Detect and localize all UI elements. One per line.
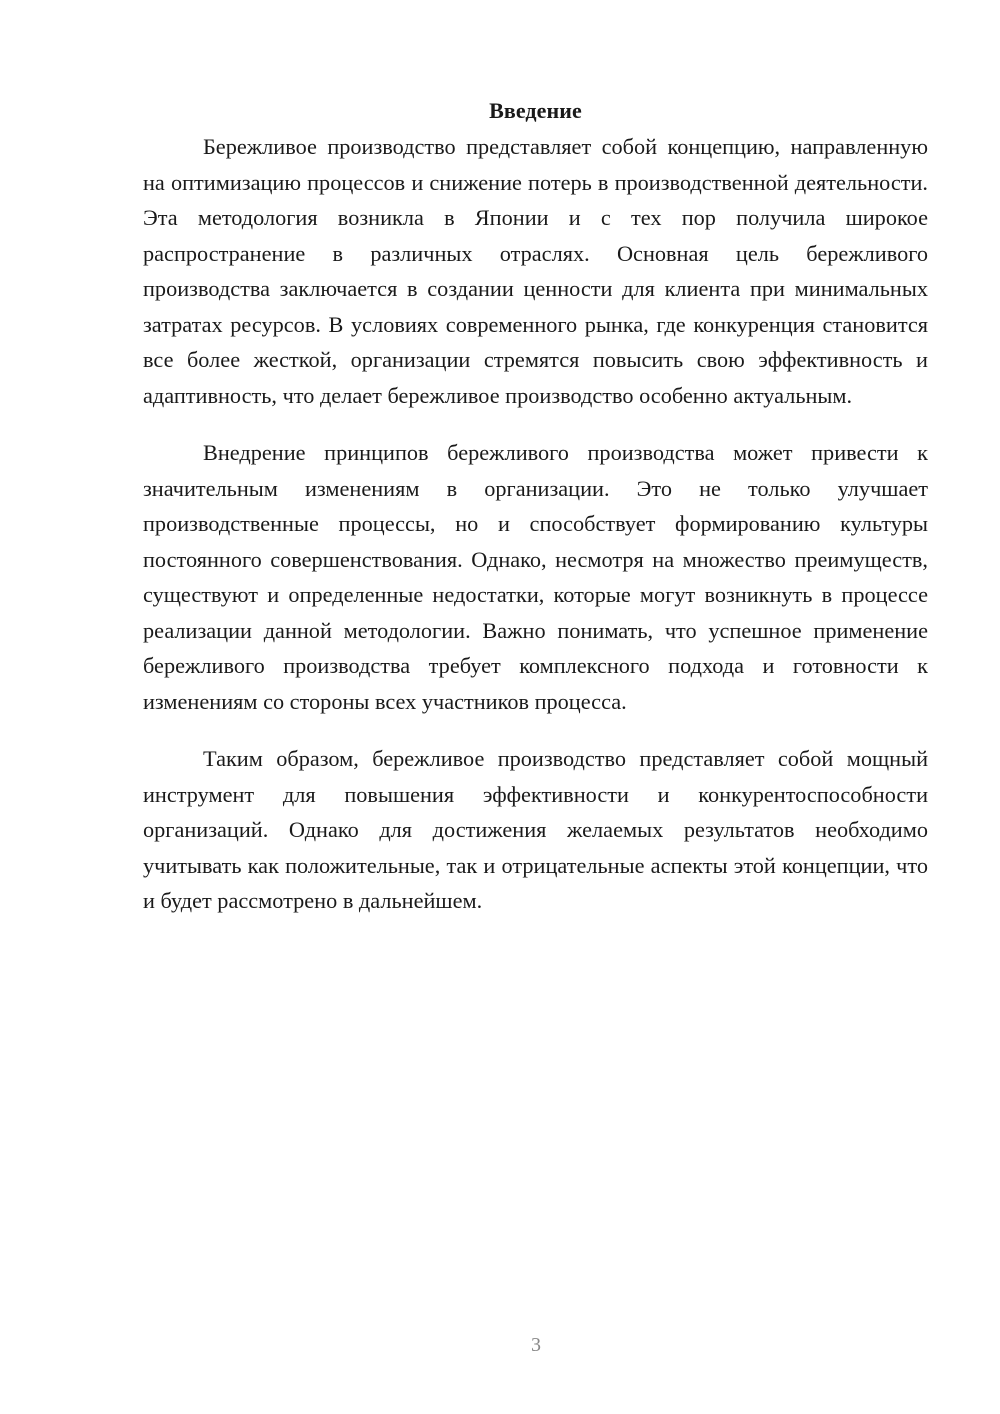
section-title: Введение [489,98,582,123]
page-content [143,96,928,919]
paragraph-3: Таким образом, бережливое производство представляет собой мощный инструмент для повышения эффективности и конкурентоспособности организаций. Однако для достижения желаемых результатов необходимо учитывать как положительные, так и отрицательные аспекты этой концепции, что и будет рассмотрено в дальнейшем. [143,746,928,913]
paragraph-2: Внедрение принципов бережливого производства может привести к значительным изменениям в организации. Это не только улучшает производственные процессы, но и способствует формированию культуры постоянного совершенствования. Однако, несмотря на множество преимуществ, существуют и определенные недостатки, которые могут возникнуть в процессе реализации данной методологии. Важно понимать, что успешное применение бережливого производства требует комплексного подхода и готовности к изменениям со стороны всех участников процесса. [143,440,928,714]
paragraph-1: Бережливое производство представляет собой концепцию, направленную на оптимизацию процессов и снижение потерь в производственной деятельности. Эта методология возникла в Японии и с тех пор получила широкое распространение в различных отраслях. Основная цель бережливого производства заключается в создании ценности для клиента при минимальных затратах ресурсов. В условиях современного рынка, где конкуренция становится все более жесткой, организации стремятся повысить свою эффективность и адаптивность, что делает бережливое производство особенно актуальным. [143,134,928,408]
page-number: 3 [531,1334,541,1356]
